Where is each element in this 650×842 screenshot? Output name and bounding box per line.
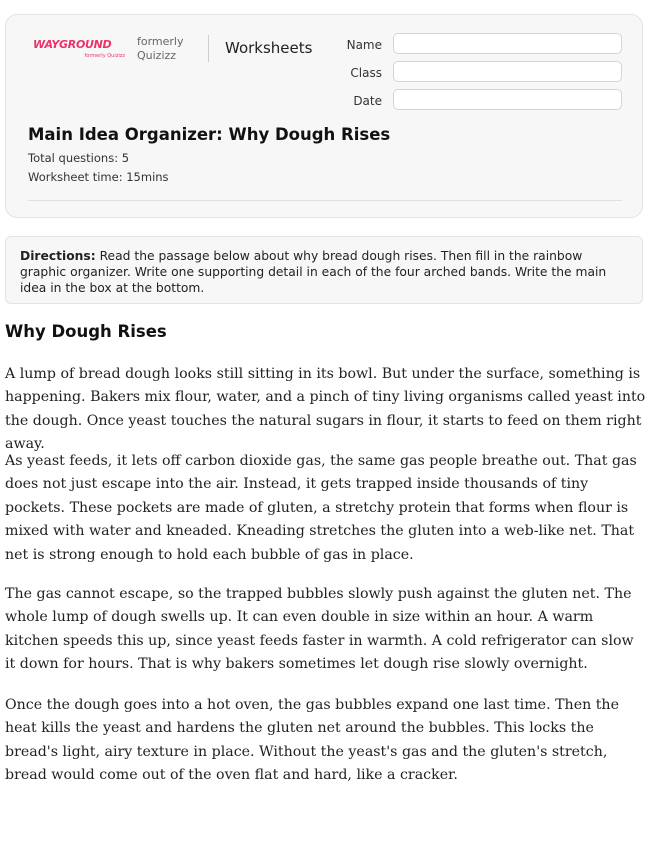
passage-title: Why Dough Rises bbox=[5, 322, 167, 341]
worksheet-title: Main Idea Organizer: Why Dough Rises bbox=[28, 125, 391, 144]
class-label: Class bbox=[350, 66, 382, 80]
passage-paragraph: Once the dough goes into a hot oven, the gas bubbles expand one last time. Then the heat kills the yeast and hardens the gluten net around the bubbles. This locks the bread's light, airy texture in place. Without the yeast's gas and the gluten's stretch, bread would come out of the oven flat and hard, like a cracker. bbox=[5, 697, 619, 784]
directions-text: Read the passage below about why bread dough rises. Then fill in the rainbow graphic organizer. Write one supporting detail in each of the four arched bands. Write the main idea in the box at the bottom. bbox=[20, 249, 607, 295]
directions-box bbox=[5, 236, 643, 304]
name-field[interactable] bbox=[393, 33, 622, 54]
section-label: Worksheets bbox=[225, 39, 313, 57]
passage-paragraph: The gas cannot escape, so the trapped bubbles slowly push against the gluten net. The whole lump of dough swells up. It can even double in size within an hour. A warm kitchen speeds this up, since yeast feeds faster in warmth. A cold refrigerator can slow it down for hours. That is why bakers sometimes let dough rise slowly overnight. bbox=[5, 586, 634, 673]
date-label: Date bbox=[353, 94, 382, 108]
date-field[interactable] bbox=[393, 89, 622, 110]
header-divider bbox=[208, 35, 209, 62]
worksheet-header bbox=[5, 14, 643, 218]
logo-wordmark: WAYGROUND bbox=[33, 38, 112, 51]
class-field[interactable] bbox=[393, 61, 622, 82]
worksheet-time: Worksheet time: 15mins bbox=[28, 170, 169, 184]
passage-paragraph: A lump of bread dough looks still sitting in its bowl. But under the surface, something is happening. Bakers mix flour, water, and a pinch of tiny living organisms called yeast into the dough. Once yeast touches the natural sugars in flour, it starts to feed on them right away. bbox=[5, 366, 646, 453]
wayground-logo bbox=[33, 38, 125, 62]
logo-subtext: formerly Quizizz bbox=[84, 53, 125, 59]
header-rule bbox=[28, 200, 622, 201]
passage-paragraph: As yeast feeds, it lets off carbon dioxide gas, the same gas people breathe out. That gas does not just escape into the air. Instead, it gets trapped inside thousands of tiny pockets. These pockets are made of gluten, a stretchy protein that forms when flour is mixed with water and kneaded. Kneading stretches the gluten into a web-like net. That net is strong enough to hold each bubble of gas in place. bbox=[5, 453, 637, 563]
directions-label: Directions: bbox=[20, 249, 96, 263]
formerly-label: formerly Quizizz bbox=[137, 35, 184, 62]
total-questions: Total questions: 5 bbox=[28, 151, 130, 165]
name-label: Name bbox=[346, 38, 382, 52]
